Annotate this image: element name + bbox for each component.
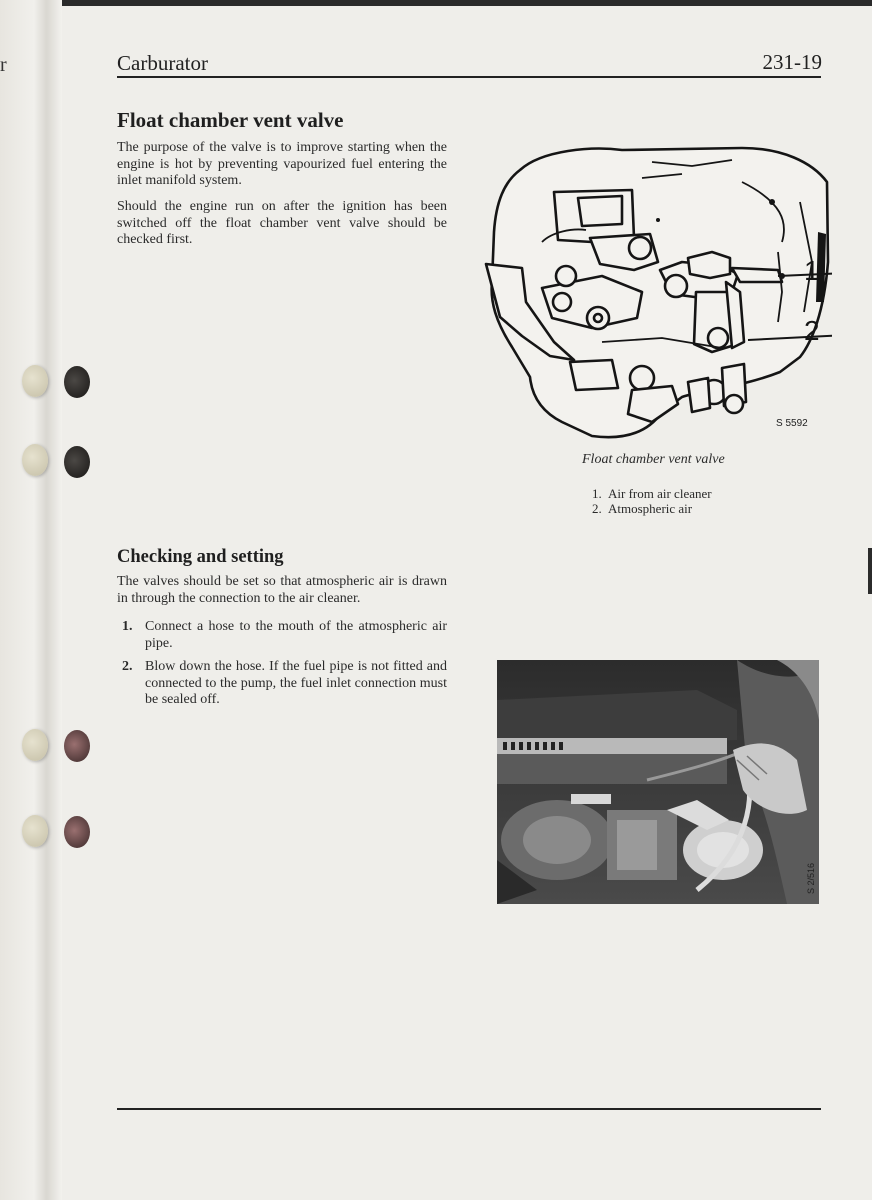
figure-code: S 5592 (776, 418, 808, 429)
callout-labels (790, 244, 840, 344)
paragraph: The valves should be set so that atmospheric air is drawn in through the connection to the air cleaner. (117, 574, 447, 606)
previous-page-edge-text: r (0, 54, 7, 76)
engine-bay-photo (497, 660, 819, 904)
header-rule (117, 76, 821, 78)
punch-hole (22, 729, 48, 761)
paragraph: Should the engine run on after the ignition has been switched off the float chamber vent valve should be checked first. (117, 199, 447, 247)
legend-item: 1. Air from air cleaner (592, 486, 712, 501)
page-number: 231-19 (762, 50, 822, 74)
callout-2: 2 (804, 315, 820, 344)
punch-hole (22, 444, 48, 476)
carburettor-diagram (482, 142, 832, 442)
figure-caption: Float chamber vent valve (582, 452, 725, 467)
paragraph: The purpose of the valve is to improve starting when the engine is hot by preventing vapourized fuel entering the inlet manifold system. (117, 140, 447, 188)
legend-item: 2. Atmospheric air (592, 501, 693, 516)
photo-code: S 2/516 (806, 862, 816, 894)
engine-bay-photo-image (497, 660, 819, 904)
running-title: Carburator (117, 51, 208, 75)
punch-hole (22, 365, 48, 397)
step-text: Connect a hose to the mouth of the atmospheric air pipe. (145, 619, 447, 651)
figure-legend (592, 486, 712, 516)
step-number: 1. (122, 619, 133, 634)
section-title-checking: Checking and setting (117, 547, 284, 567)
section-title-float-chamber: Float chamber vent valve (117, 108, 344, 132)
manual-page (62, 6, 872, 1200)
step-number: 2. (122, 659, 133, 674)
footer-rule (117, 1108, 821, 1110)
punch-hole (22, 815, 48, 847)
step-text: Blow down the hose. If the fuel pipe is not fitted and connected to the pump, the fuel inlet connection must be sealed off. (145, 659, 447, 707)
callout-1: 1 (804, 255, 820, 286)
binder-edge (0, 0, 62, 1200)
